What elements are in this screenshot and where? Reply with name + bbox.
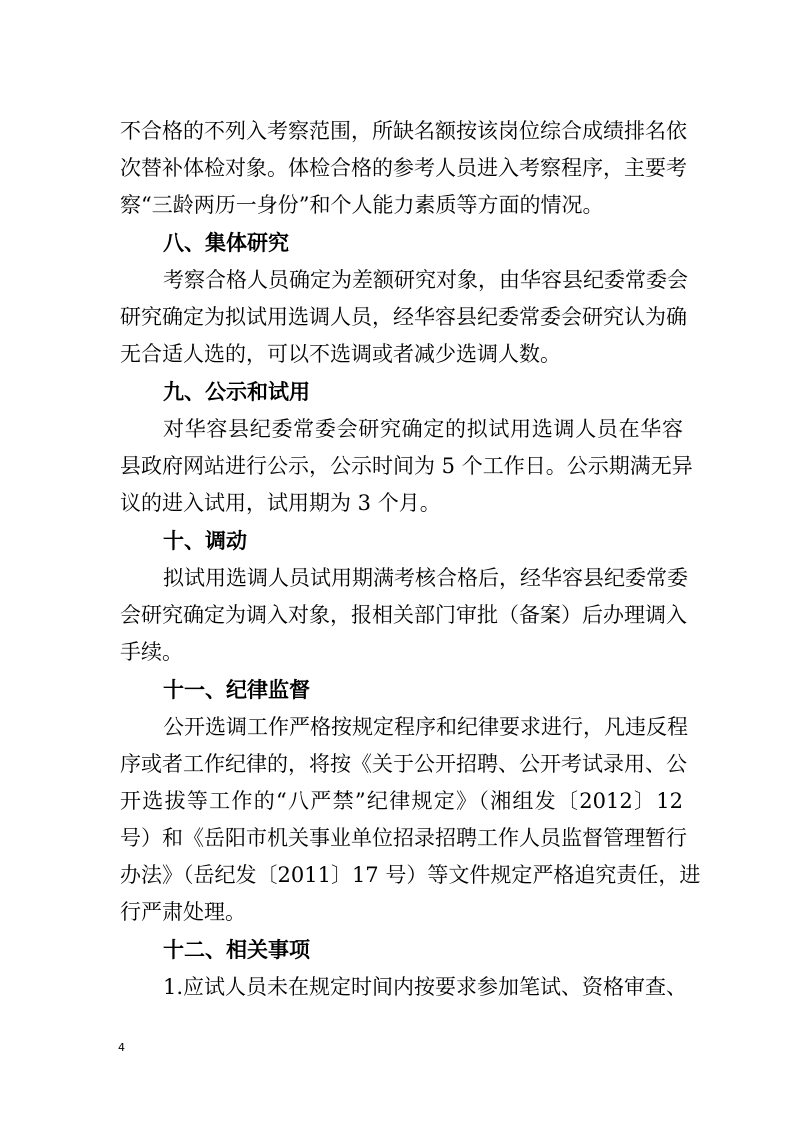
paragraph-line: 序或者工作纪律的，将按《关于公开招聘、公开考试录用、公 [120,752,687,776]
paragraph-line: 办法》（岳纪发〔2011〕17 号）等文件规定严格追究责任，进 [120,863,701,887]
paragraph-line: 公开选调工作严格按规定程序和纪律要求进行，凡违反程 [163,715,688,739]
section-heading-9: 九、公示和试用 [163,380,310,404]
section-heading-8: 八、集体研究 [163,231,289,255]
section-heading-10: 十、调动 [163,529,247,553]
paragraph-line: 不合格的不列入考察范围，所缺名额按该岗位综合成绩排名依 [120,119,687,143]
paragraph-line: 对华容县纪委常委会研究确定的拟试用选调人员在华容 [163,417,683,441]
paragraph-line: 会研究确定为调入对象，报相关部门审批（备案）后办理调入 [120,603,687,627]
paragraph-line: 1.应试人员未在规定时间内按要求参加笔试、资格审查、 [163,975,688,999]
paragraph-line: 行严肃处理。 [120,900,246,924]
paragraph-line: 议的进入试用，试用期为 3 个月。 [120,491,441,515]
paragraph-line: 手续。 [120,640,183,664]
paragraph-line: 号）和《岳阳市机关事业单位招录招聘工作人员监督管理暂行 [120,826,687,850]
section-heading-12: 十二、相关事项 [163,938,310,962]
paragraph-line: 无合适人选的，可以不选调或者减少选调人数。 [120,342,561,366]
paragraph-line: 开选拔等工作的“八严禁”纪律规定》（湘组发〔2012〕12 [120,789,683,813]
paragraph-line: 拟试用选调人员试用期满考核合格后，经华容县纪委常委 [163,566,688,590]
paragraph-line: 县政府网站进行公示，公示时间为 5 个工作日。公示期满无异 [120,454,693,478]
paragraph-line: 考察合格人员确定为差额研究对象，由华容县纪委常委会 [163,268,688,292]
page-number: 4 [118,1041,125,1054]
section-heading-11: 十一、纪律监督 [163,678,310,702]
paragraph-line: 研究确定为拟试用选调人员，经华容县纪委常委会研究认为确 [120,305,687,329]
paragraph-line: 次替补体检对象。体检合格的参考人员进入考察程序，主要考 [120,156,687,180]
paragraph-line: 察“三龄两历一身份”和个人能力素质等方面的情况。 [120,193,604,217]
